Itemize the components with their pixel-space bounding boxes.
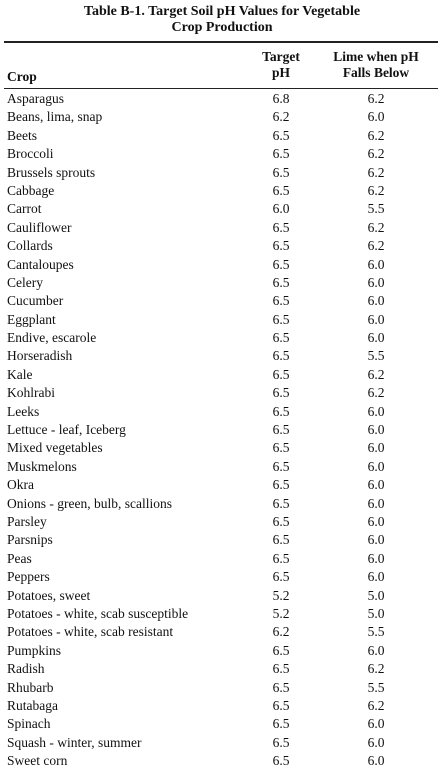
table-row <box>0 366 444 384</box>
cell-crop: Onions - green, bulb, scallions <box>7 495 172 511</box>
cell-target-ph: 6.8 <box>272 91 290 106</box>
cell-target-ph: 6.5 <box>272 679 290 695</box>
cell-lime-threshold: 6.0 <box>367 458 385 474</box>
cell-crop: Kale <box>7 366 33 382</box>
table-top-rule <box>4 41 438 43</box>
cell-crop: Pumpkins <box>7 642 62 658</box>
cell-crop: Sweet corn <box>7 753 68 769</box>
cell-lime-threshold: 5.5 <box>367 201 385 217</box>
cell-target-ph: 6.5 <box>272 716 290 732</box>
cell-target-ph: 6.2 <box>272 109 290 125</box>
table-row <box>0 476 444 494</box>
cell-crop: Kohlrabi <box>7 385 55 401</box>
cell-lime-threshold: 6.0 <box>367 753 385 769</box>
cell-target-ph: 6.5 <box>272 697 290 713</box>
cell-lime-threshold: 6.0 <box>367 256 385 272</box>
table-row <box>0 623 444 641</box>
caption-line-2: Crop Production <box>171 20 273 35</box>
table-row <box>0 679 444 697</box>
cell-crop: Muskmelons <box>7 458 77 474</box>
cell-target-ph: 6.5 <box>272 513 290 529</box>
cell-target-ph: 5.2 <box>272 587 290 603</box>
header-target-ph <box>254 49 308 81</box>
header-lime-line-1: Lime when pH <box>333 49 419 64</box>
header-crop: Crop <box>7 69 37 84</box>
cell-crop: Cucumber <box>7 293 64 309</box>
table-row <box>0 403 444 421</box>
cell-crop: Lettuce - leaf, Iceberg <box>7 422 126 438</box>
cell-target-ph: 6.5 <box>272 219 290 235</box>
cell-crop: Broccoli <box>7 146 54 162</box>
header-target-line-1: Target <box>262 49 300 64</box>
cell-crop: Potatoes, sweet <box>7 587 91 603</box>
cell-crop: Carrot <box>7 201 42 217</box>
table-row <box>0 715 444 733</box>
cell-crop: Beets <box>7 127 37 143</box>
table-row <box>0 697 444 715</box>
cell-crop: Celery <box>7 274 43 290</box>
cell-lime-threshold: 6.2 <box>367 366 385 382</box>
cell-crop: Rutabaga <box>7 697 58 713</box>
cell-crop: Cabbage <box>7 182 55 198</box>
cell-crop: Mixed vegetables <box>7 440 103 456</box>
cell-lime-threshold: 6.0 <box>367 274 385 290</box>
cell-target-ph: 6.5 <box>272 458 290 474</box>
header-lime-threshold <box>312 49 440 81</box>
cell-lime-threshold: 6.0 <box>367 422 385 438</box>
cell-lime-threshold: 5.5 <box>367 624 385 640</box>
cell-target-ph: 6.5 <box>272 495 290 511</box>
cell-crop: Horseradish <box>7 348 73 364</box>
cell-target-ph: 6.5 <box>272 311 290 327</box>
cell-target-ph: 6.5 <box>272 642 290 658</box>
table-row <box>0 568 444 586</box>
cell-lime-threshold: 6.2 <box>367 219 385 235</box>
table-row <box>0 660 444 678</box>
table-row <box>0 531 444 549</box>
cell-target-ph: 6.5 <box>272 477 290 493</box>
cell-lime-threshold: 5.0 <box>367 587 385 603</box>
cell-crop: Asparagus <box>7 91 64 106</box>
cell-crop: Leeks <box>7 403 40 419</box>
cell-target-ph: 6.5 <box>272 532 290 548</box>
table-row <box>0 311 444 329</box>
table-row <box>0 642 444 660</box>
cell-crop: Parsley <box>7 513 47 529</box>
cell-lime-threshold: 6.0 <box>367 569 385 585</box>
table-row <box>0 550 444 568</box>
cell-target-ph: 6.5 <box>272 146 290 162</box>
table-header-row <box>0 46 444 88</box>
cell-crop: Brussels sprouts <box>7 164 96 180</box>
table-row <box>0 439 444 457</box>
cell-target-ph: 6.5 <box>272 348 290 364</box>
cell-lime-threshold: 6.0 <box>367 403 385 419</box>
cell-lime-threshold: 5.5 <box>367 348 385 364</box>
cell-lime-threshold: 6.2 <box>367 238 385 254</box>
table-row <box>0 127 444 145</box>
cell-lime-threshold: 6.0 <box>367 734 385 750</box>
cell-lime-threshold: 6.0 <box>367 513 385 529</box>
cell-lime-threshold: 6.0 <box>367 532 385 548</box>
cell-target-ph: 6.5 <box>272 256 290 272</box>
cell-lime-threshold: 5.0 <box>367 605 385 621</box>
cell-target-ph: 6.5 <box>272 569 290 585</box>
table-caption <box>6 0 438 36</box>
cell-lime-threshold: 6.0 <box>367 293 385 309</box>
cell-lime-threshold: 6.0 <box>367 109 385 125</box>
header-target-line-2: pH <box>271 65 290 80</box>
cell-lime-threshold: 6.0 <box>367 330 385 346</box>
cell-crop: Squash - winter, summer <box>7 734 142 750</box>
table-row <box>0 182 444 200</box>
cell-lime-threshold: 6.2 <box>367 146 385 162</box>
cell-crop: Collards <box>7 238 53 254</box>
table-row <box>0 90 444 108</box>
cell-lime-threshold: 6.0 <box>367 716 385 732</box>
cell-target-ph: 6.5 <box>272 550 290 566</box>
cell-lime-threshold: 6.2 <box>367 697 385 713</box>
table-row <box>0 495 444 513</box>
cell-crop: Parsnips <box>7 532 53 548</box>
cell-target-ph: 6.5 <box>272 164 290 180</box>
table-body <box>0 90 444 770</box>
table-row <box>0 274 444 292</box>
cell-crop: Radish <box>7 661 45 677</box>
table-row <box>0 384 444 402</box>
cell-target-ph: 6.0 <box>272 201 290 217</box>
cell-crop: Spinach <box>7 716 51 732</box>
cell-lime-threshold: 6.2 <box>367 164 385 180</box>
table-row <box>0 256 444 274</box>
table-row <box>0 605 444 623</box>
table-row <box>0 587 444 605</box>
cell-target-ph: 6.5 <box>272 127 290 143</box>
cell-crop: Potatoes - white, scab resistant <box>7 624 174 640</box>
cell-target-ph: 6.5 <box>272 293 290 309</box>
table-row <box>0 752 444 770</box>
cell-lime-threshold: 5.5 <box>367 679 385 695</box>
cell-lime-threshold: 6.0 <box>367 495 385 511</box>
cell-target-ph: 6.5 <box>272 661 290 677</box>
cell-lime-threshold: 6.2 <box>367 661 385 677</box>
table-row <box>0 421 444 439</box>
cell-target-ph: 6.5 <box>272 330 290 346</box>
table-row <box>0 347 444 365</box>
table-row <box>0 200 444 218</box>
cell-crop: Potatoes - white, scab susceptible <box>7 605 189 621</box>
cell-lime-threshold: 6.0 <box>367 311 385 327</box>
cell-crop: Okra <box>7 477 34 493</box>
table-row <box>0 734 444 752</box>
cell-crop: Peas <box>7 550 32 566</box>
cell-lime-threshold: 6.0 <box>367 440 385 456</box>
cell-crop: Rhubarb <box>7 679 54 695</box>
cell-crop: Peppers <box>7 569 50 585</box>
cell-lime-threshold: 6.0 <box>367 550 385 566</box>
table-row <box>0 237 444 255</box>
cell-target-ph: 6.5 <box>272 274 290 290</box>
cell-lime-threshold: 6.0 <box>367 477 385 493</box>
cell-crop: Endive, escarole <box>7 330 97 346</box>
cell-target-ph: 6.5 <box>272 422 290 438</box>
table-row <box>0 219 444 237</box>
cell-target-ph: 6.2 <box>272 624 290 640</box>
cell-target-ph: 6.5 <box>272 385 290 401</box>
cell-target-ph: 6.5 <box>272 734 290 750</box>
cell-target-ph: 6.5 <box>272 403 290 419</box>
cell-lime-threshold: 6.2 <box>367 91 385 106</box>
cell-crop: Cantaloupes <box>7 256 74 272</box>
cell-target-ph: 6.5 <box>272 366 290 382</box>
cell-target-ph: 6.5 <box>272 753 290 769</box>
cell-target-ph: 6.5 <box>272 440 290 456</box>
cell-crop: Eggplant <box>7 311 56 327</box>
table-row <box>0 458 444 476</box>
cell-target-ph: 6.5 <box>272 182 290 198</box>
cell-lime-threshold: 6.2 <box>367 182 385 198</box>
table-row <box>0 513 444 531</box>
table-row <box>0 108 444 126</box>
cell-crop: Cauliflower <box>7 219 72 235</box>
header-lime-line-2: Falls Below <box>342 65 410 80</box>
table-row <box>0 329 444 347</box>
table-row <box>0 164 444 182</box>
table-header-rule <box>4 88 438 89</box>
cell-lime-threshold: 6.2 <box>367 127 385 143</box>
cell-lime-threshold: 6.2 <box>367 385 385 401</box>
cell-lime-threshold: 6.0 <box>367 642 385 658</box>
cell-target-ph: 5.2 <box>272 605 290 621</box>
table-row <box>0 292 444 310</box>
cell-crop: Beans, lima, snap <box>7 109 103 125</box>
table-row <box>0 145 444 163</box>
caption-line-1: Table B-1. Target Soil pH Values for Vegetable <box>83 4 361 19</box>
cell-target-ph: 6.5 <box>272 238 290 254</box>
